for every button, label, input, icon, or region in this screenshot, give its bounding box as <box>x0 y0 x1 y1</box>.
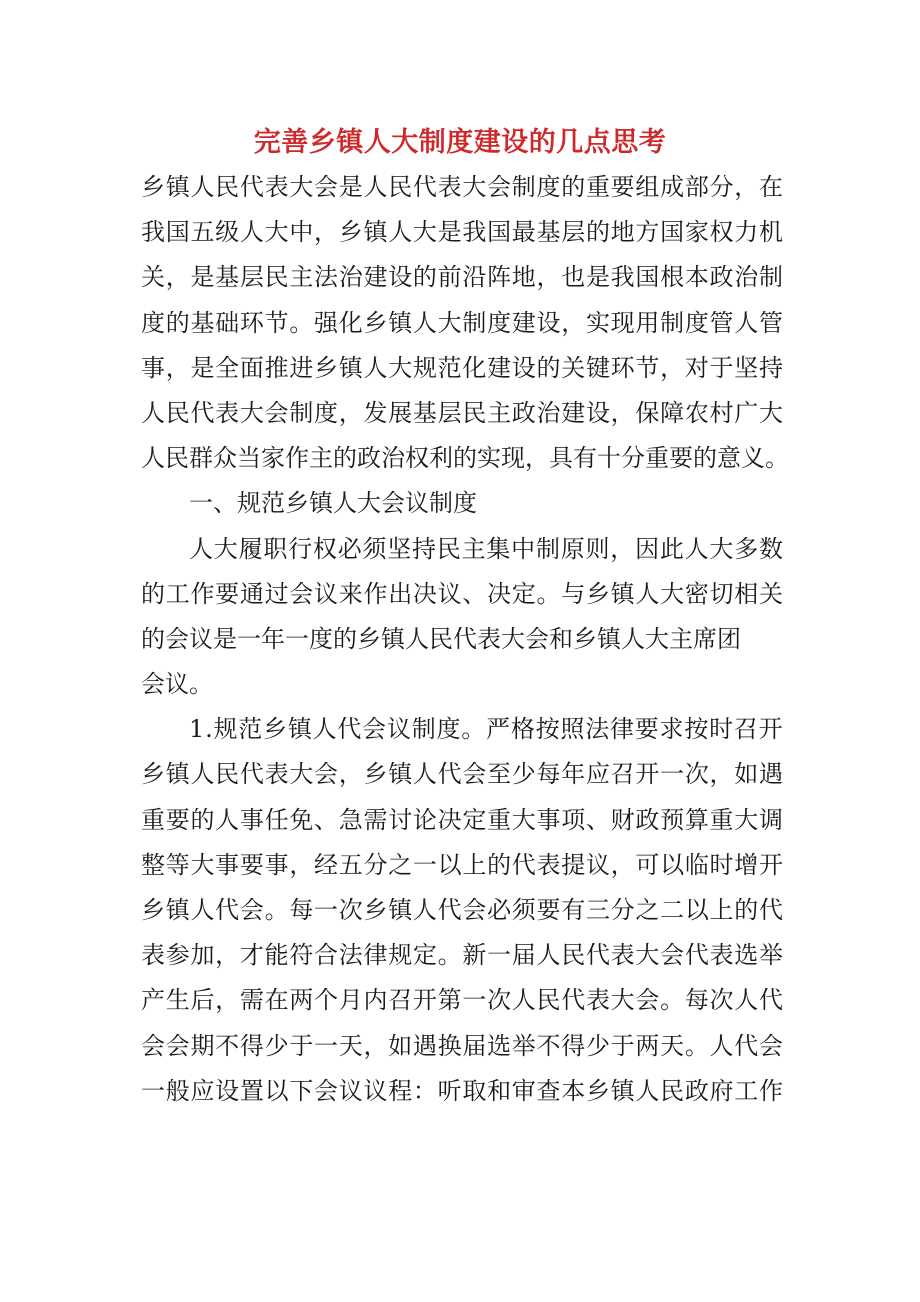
body-text-line: 1 . 规 范 乡 镇 人 代 会 议 制 度 。 严 格 按 照 法 律 要 求 按 时 召 开 <box>189 715 783 744</box>
body-text-line: 的 工 作 要 通 过 会 议 来 作 出 决 议 、 决 定 。 与 乡 镇 人 大 密 切 相 关 <box>141 579 783 608</box>
body-text-line: 乡 镇 人 代 会 。 每 一 次 乡 镇 人 代 会 必 须 要 有 三 分 之 二 以 上 的 代 <box>141 896 783 924</box>
body-text-line: 乡 镇 人 民 代 表 大 会 ， 乡 镇 人 代 会 至 少 每 年 应 召 开 一 次 ， 如 遇 <box>141 760 783 789</box>
body-text-line: 我 国 五 级 人 大 中 ， 乡 镇 人 大 是 我 国 最 基 层 的 地 方 国 家 权 力 机 <box>141 218 783 247</box>
body-text-line: 会议。 <box>141 670 213 699</box>
body-text-line: 一、规范乡镇人大会议制度 <box>189 489 477 518</box>
body-text-line: 人 民 代 表 大 会 制 度 ， 发 展 基 层 民 主 政 治 建 设 ， 保 障 农 村 广 大 <box>141 398 783 427</box>
body-text-line: 会 会 期 不 得 少 于 一 天 ， 如 遇 换 届 选 举 不 得 少 于 两 天 。 人 代 会 <box>141 1031 783 1060</box>
body-text-line: 人 民 群 众 当 家 作 主 的 政 治 权 利 的 实 现 ， 具 有 十 分 重 要 的 意 义 。 <box>141 444 789 473</box>
body-text-line: 表 参 加 ， 才 能 符 合 法 律 规 定 。 新 一 届 人 民 代 表 大 会 代 表 选 举 <box>141 941 783 970</box>
body-text-line: 一 般 应 设 置 以 下 会 议 议 程 ： 听 取 和 审 查 本 乡 镇 人 民 政 府 工 作 <box>141 1076 783 1105</box>
body-text-line: 关 ， 是 基 层 民 主 法 治 建 设 的 前 沿 阵 地 ， 也 是 我 国 根 本 政 治 制 <box>141 263 783 292</box>
body-text-line: 产 生 后 ， 需 在 两 个 月 内 召 开 第 一 次 人 民 代 表 大 会 。 每 次 人 代 <box>141 986 783 1015</box>
body-text-line: 乡 镇 人 民 代 表 大 会 是 人 民 代 表 大 会 制 度 的 重 要 组 成 部 分 ， 在 <box>141 173 783 201</box>
body-text-line: 人 大 履 职 行 权 必 须 坚 持 民 主 集 中 制 原 则 ， 因 此 人 大 多 数 <box>189 534 783 563</box>
document-body <box>141 165 789 1114</box>
body-text-line: 事 ， 是 全 面 推 进 乡 镇 人 大 规 范 化 建 设 的 关 键 环 节 ， 对 于 坚 持 <box>141 353 783 382</box>
document-title: 完善乡镇人大制度建设的几点思考 <box>253 127 667 158</box>
body-text-line: 的会议是一年一度的乡镇人民代表大会和乡镇人大主席团 <box>141 624 741 653</box>
body-text-line: 度 的 基 础 环 节 。 强 化 乡 镇 人 大 制 度 建 设 ， 实 现 用 制 度 管 人 管 <box>141 308 783 337</box>
body-text-line: 整 等 大 事 要 事 ， 经 五 分 之 一 以 上 的 代 表 提 议 ， 可 以 临 时 增 开 <box>141 850 783 879</box>
body-text-line: 重 要 的 人 事 任 免 、 急 需 讨 论 决 定 重 大 事 项 、 财 政 预 算 重 大 调 <box>141 805 783 834</box>
